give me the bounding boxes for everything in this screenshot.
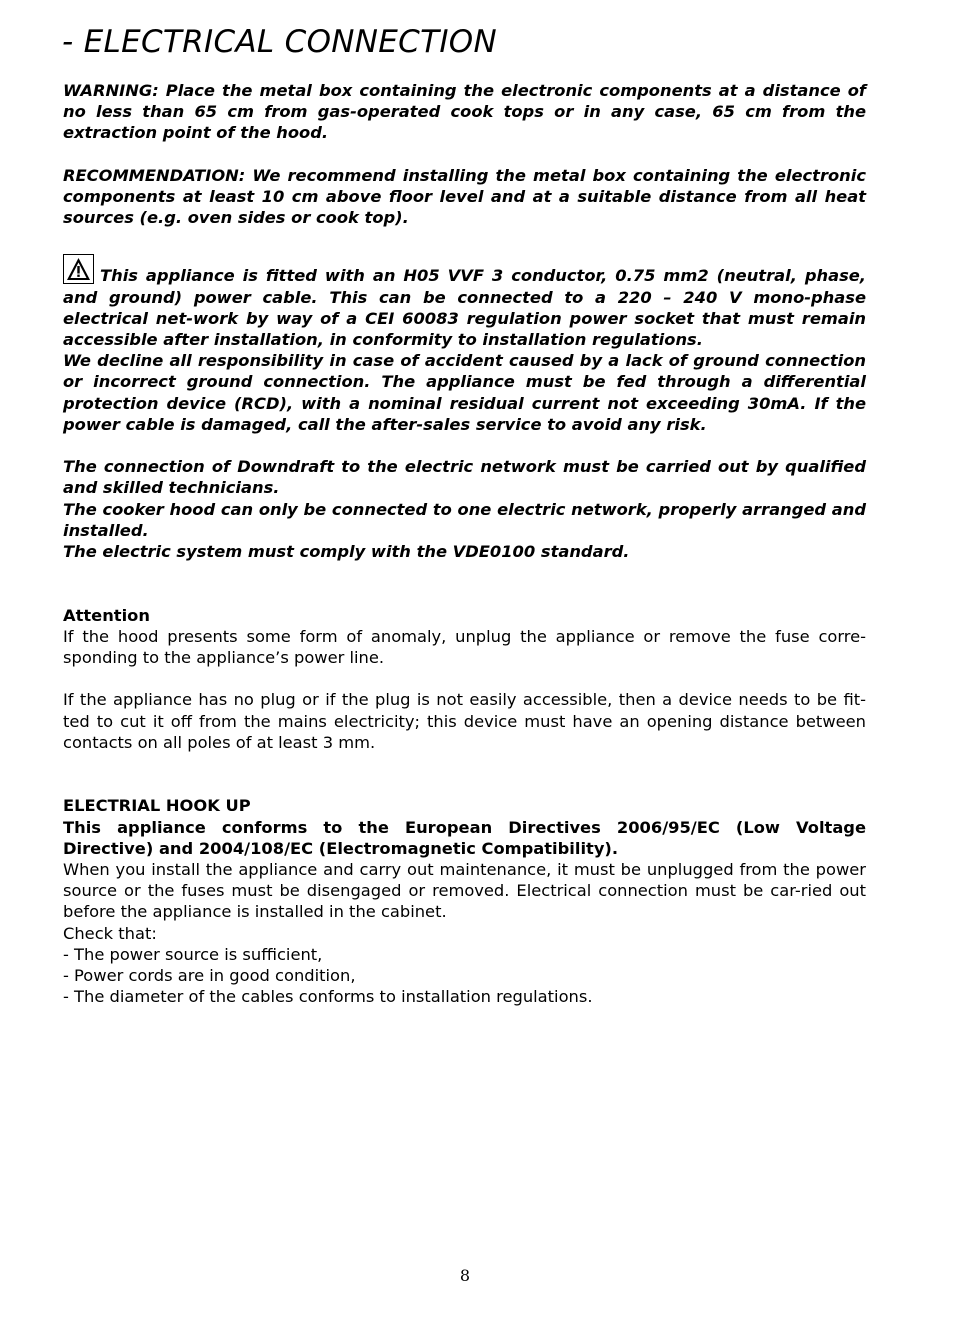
hookup-heading: ELECTRIAL HOOK UP bbox=[63, 796, 251, 816]
page-content bbox=[63, 80, 866, 1007]
attention-heading: Attention bbox=[63, 605, 150, 625]
standard-paragraph: The electric system must comply with the VDE0100 standard. bbox=[63, 542, 630, 562]
attention-text-2: If the appliance has no plug or if the plug is not easily accessible, then a device needs to be fit-ted to cut it off from the mains electricity; this device must have an opening distance between contacts on all poles of at least 3 mm. bbox=[63, 690, 866, 752]
check-item: - The power source is sufficient, bbox=[63, 944, 323, 964]
warning-triangle-icon bbox=[63, 254, 94, 284]
hookup-directives: This appliance conforms to the European Directives 2006/95/EC (Low Voltage Directive) and 2004/108/EC (Electromagnetic Compatibility). bbox=[63, 817, 866, 858]
responsibility-paragraph: We decline all responsibility in case of accident caused by a lack of ground connection or incorrect ground connection. The appliance must be fed through a differential protection device (RCD), with a nominal residual current not exceeding 30mA. If the power cable is damaged, call the after-sales service to avoid any risk. bbox=[63, 351, 866, 434]
technicians-paragraph: The connection of Downdraft to the electric network must be carried out by qualified and skilled technicians. bbox=[63, 457, 866, 498]
attention-text-1: If the hood presents some form of anomaly, unplug the appliance or remove the fuse corre-sponding to the appliance’s power line. bbox=[63, 626, 866, 668]
cable-notice-text: This appliance is fitted with an H05 VVF 3 conductor, 0.75 mm2 (neutral, phase, and ground) power cable. This can be connected to a 220 – 240 V mono-phase electrical net-work by way of a CEI 60083 regulation power socket that must remain accessible after installation, in conformity to installation regulations. bbox=[63, 266, 866, 350]
check-intro: Check that: bbox=[63, 923, 157, 943]
recommendation-paragraph: RECOMMENDATION: We recommend installing the metal box containing the electronic components at least 10 cm above floor level and at a suitable distance from all heat sources (e.g. oven sides or cook top). bbox=[63, 165, 866, 228]
page-number: 8 bbox=[459, 1266, 471, 1285]
check-item: - Power cords are in good condition, bbox=[63, 966, 356, 986]
single-network-paragraph: The cooker hood can only be connected to one electric network, properly arranged and installed. bbox=[63, 499, 866, 540]
warning-paragraph: WARNING: Place the metal box containing the electronic components at a distance of no less than 65 cm from gas-operated cook tops or in any case, 65 cm from the extraction point of the hood. bbox=[63, 81, 866, 143]
page-title: - ELECTRICAL CONNECTION bbox=[62, 24, 497, 60]
hookup-text: When you install the appliance and carry out maintenance, it must be unplugged from the power source or the fuses must be disengaged or removed. Electrical connection must be car-ried out before the appliance is installed in the cabinet. bbox=[63, 860, 866, 922]
check-item: - The diameter of the cables conforms to installation regulations. bbox=[63, 987, 593, 1007]
cable-notice-paragraph bbox=[63, 254, 866, 350]
